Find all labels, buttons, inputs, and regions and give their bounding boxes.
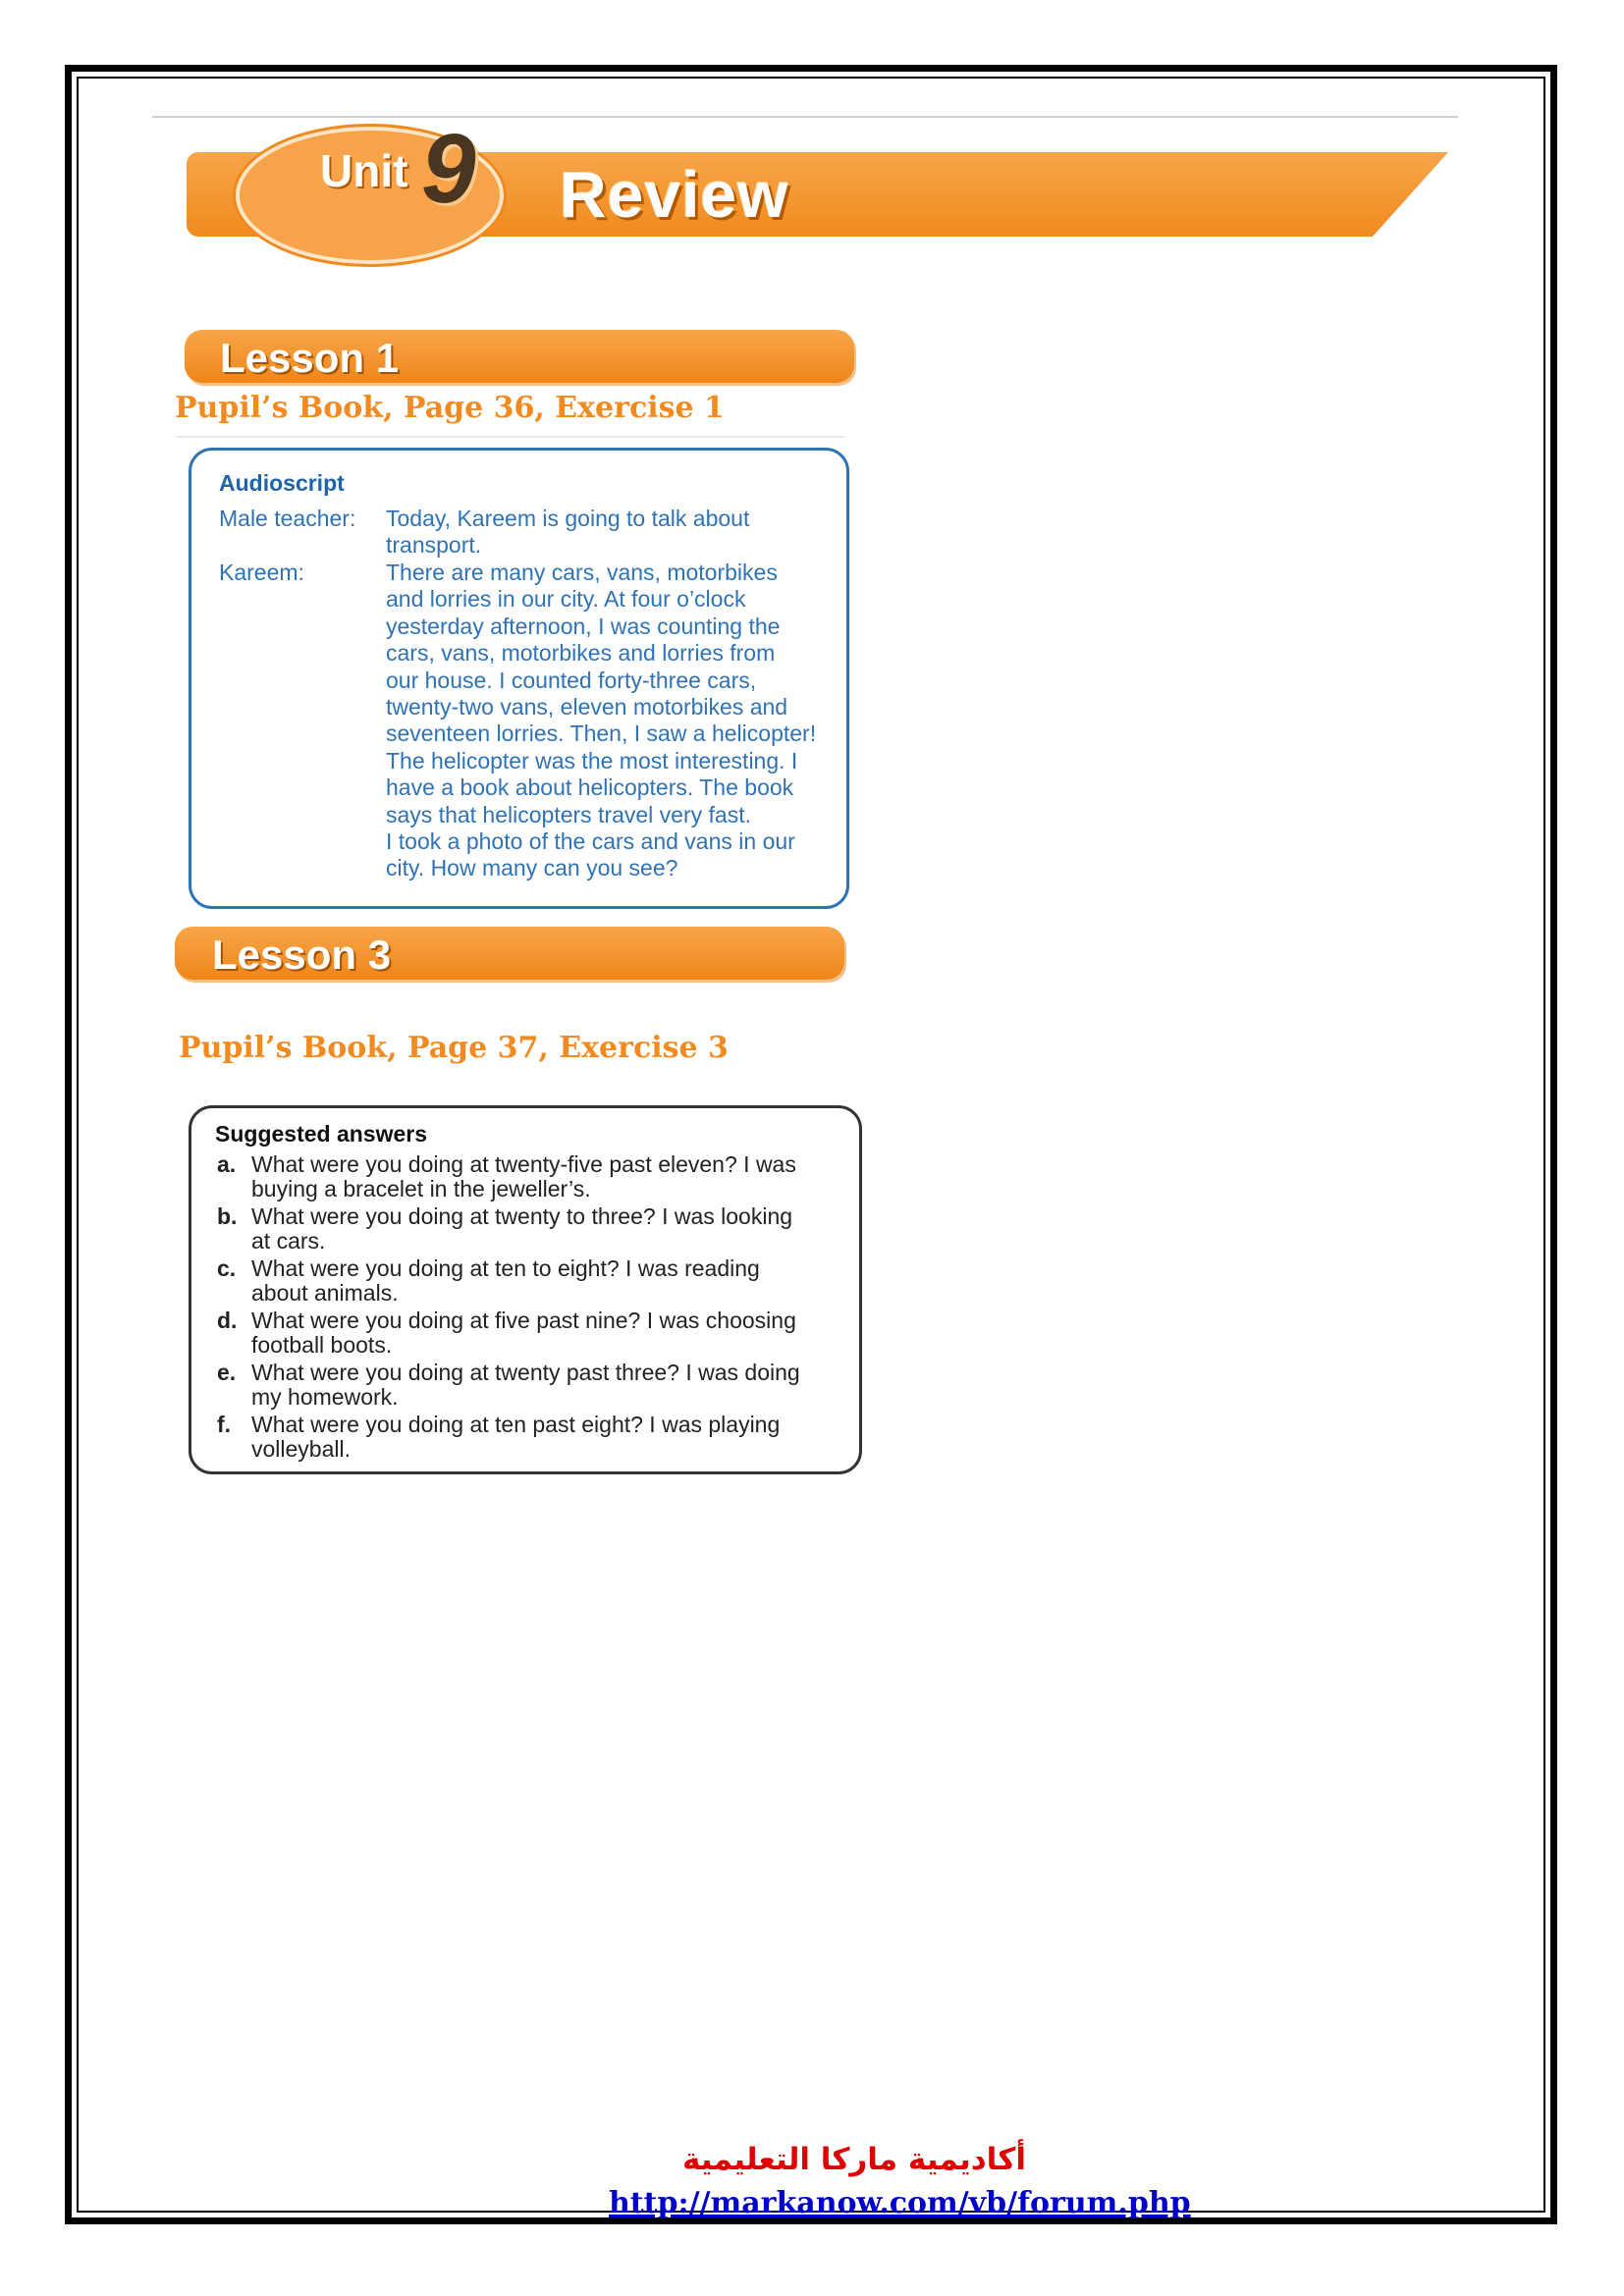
- audioscript-title: Audioscript: [219, 470, 345, 496]
- speech-line: The helicopter was the most interesting. I: [386, 747, 798, 774]
- footer-academy-name: أكاديمية ماركا التعليمية: [682, 2142, 1026, 2177]
- speech-line: I took a photo of the cars and vans in our: [386, 828, 795, 855]
- speech-line: have a book about helicopters. The book: [386, 774, 794, 801]
- answer-line: my homework.: [251, 1384, 399, 1410]
- top-rule: [152, 116, 1458, 118]
- answer-line: at cars.: [251, 1228, 326, 1254]
- speaker-male-teacher: Male teacher:: [219, 506, 356, 531]
- answer-letter: e.: [217, 1360, 237, 1385]
- lesson-3-label: Lesson 3: [212, 932, 392, 978]
- answer-text: [251, 1204, 792, 1254]
- suggested-answers-box: [189, 1105, 862, 1474]
- lesson-1-banner: [185, 330, 854, 383]
- lesson-1-reference: Pupil’s Book, Page 36, Exercise 1: [175, 391, 725, 425]
- unit-banner: [187, 114, 1448, 237]
- speech-line: cars, vans, motorbikes and lorries from: [386, 640, 776, 667]
- speech-line: our house. I counted forty-three cars,: [386, 667, 757, 693]
- answer-text: [251, 1308, 796, 1358]
- lesson-1-rule: [177, 436, 844, 438]
- answer-line: What were you doing at five past nine? I was choosing: [251, 1308, 796, 1333]
- answer-line: What were you doing at twenty past three? I was doing: [251, 1360, 800, 1385]
- answer-line: about animals.: [251, 1280, 399, 1306]
- unit-word: Unit: [320, 145, 408, 196]
- speech-line: seventeen lorries. Then, I saw a helicopter!: [386, 721, 817, 747]
- speech-line: and lorries in our city. At four o’clock: [386, 586, 746, 613]
- speech-line: Today, Kareem is going to talk about: [386, 506, 750, 531]
- lesson-3-reference: Pupil’s Book, Page 37, Exercise 3: [179, 1031, 729, 1065]
- unit-number: 9: [421, 114, 476, 224]
- suggested-answers-title: Suggested answers: [215, 1121, 428, 1147]
- lesson-3-banner: [175, 927, 844, 980]
- answer-line: What were you doing at twenty-five past eleven? I was: [251, 1151, 796, 1177]
- answer-line: buying a bracelet in the jeweller’s.: [251, 1176, 591, 1201]
- speech-line: twenty-two vans, eleven motorbikes and: [386, 694, 788, 721]
- answer-letter: d.: [217, 1308, 238, 1333]
- answer-text: [251, 1152, 796, 1201]
- speech-male-teacher: [386, 506, 749, 560]
- speech-line: There are many cars, vans, motorbikes: [386, 560, 778, 585]
- section-title: Review: [560, 158, 789, 231]
- answer-text: [251, 1256, 760, 1306]
- answer-text: [251, 1413, 780, 1462]
- answer-letter: b.: [217, 1203, 238, 1229]
- speech-kareem: [386, 560, 816, 882]
- answer-line: What were you doing at ten past eight? I was playing: [251, 1412, 781, 1437]
- speech-line: city. How many can you see?: [386, 855, 678, 881]
- speaker-kareem: Kareem:: [219, 560, 304, 585]
- lesson-1-label: Lesson 1: [220, 335, 400, 381]
- answer-letter: a.: [217, 1151, 237, 1177]
- answer-line: What were you doing at ten to eight? I was reading: [251, 1255, 760, 1281]
- audioscript-box: [189, 448, 849, 909]
- unit-badge: [236, 114, 504, 264]
- speech-line: says that helicopters travel very fast.: [386, 801, 751, 828]
- speech-line: transport.: [386, 532, 482, 559]
- answer-text: [251, 1361, 800, 1410]
- answer-line: volleyball.: [251, 1436, 351, 1462]
- speech-line: yesterday afternoon, I was counting the: [386, 613, 781, 639]
- answer-line: football boots.: [251, 1332, 393, 1358]
- answer-letter: c.: [217, 1255, 237, 1281]
- answer-letter: f.: [217, 1412, 232, 1437]
- footer-forum-link[interactable]: http://markanow.com/vb/forum.php: [609, 2186, 1191, 2220]
- answer-line: What were you doing at twenty to three? I was looking: [251, 1203, 793, 1229]
